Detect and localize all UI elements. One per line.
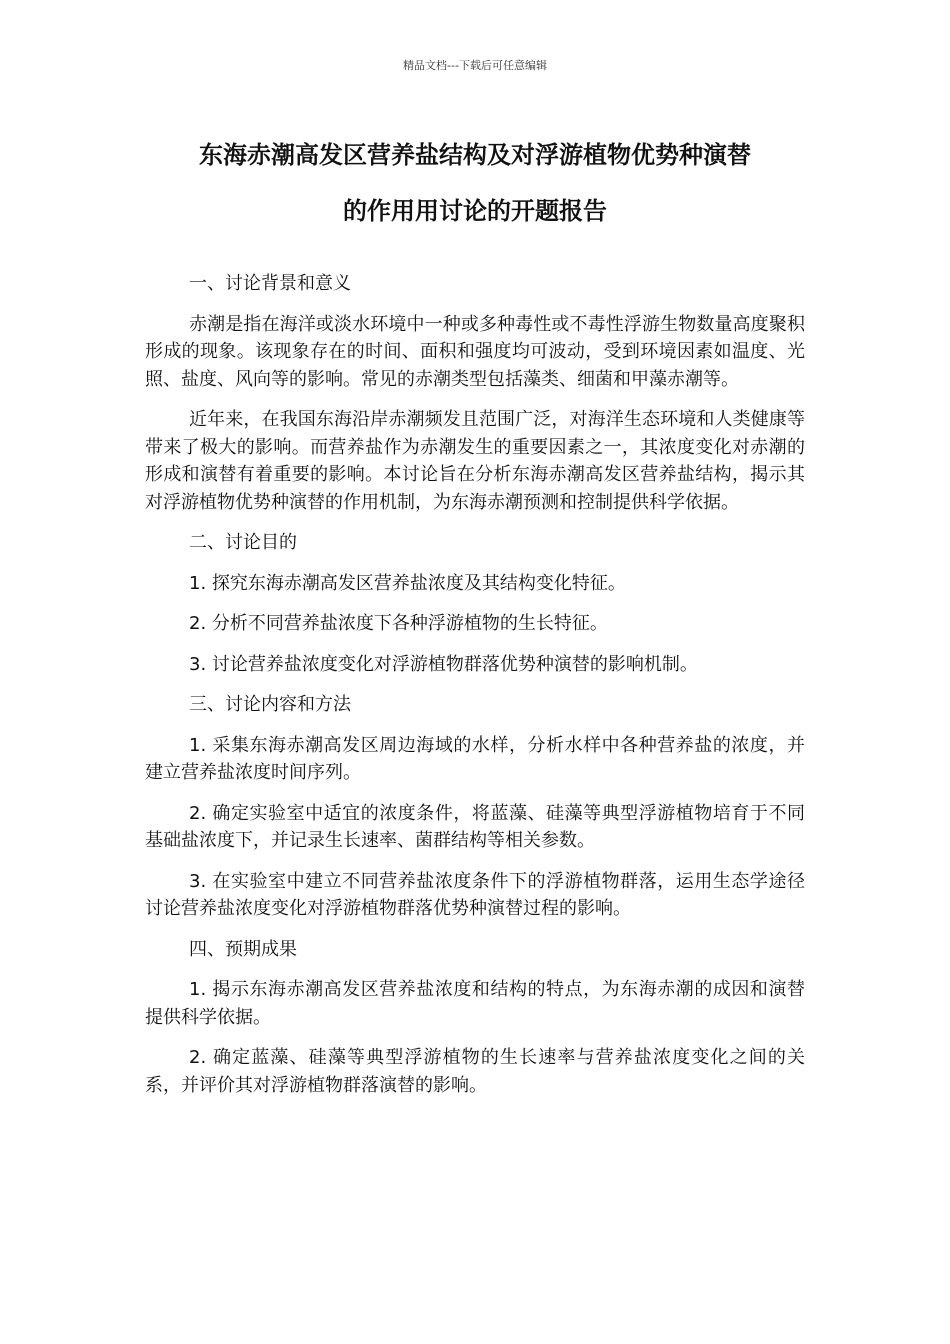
- method-item-3: 3. 在实验室中建立不同营养盐浓度条件下的浮游植物群落，运用生态学途径讨论营养盐浓度变化对浮游植物群落优势种演替过程的影响。: [145, 870, 805, 919]
- paragraph-red-tide-definition: 赤潮是指在海洋或淡水环境中一种或多种毒性或不毒性浮游生物数量高度聚积形成的现象。该现象存在的时间、面积和强度均可波动，受到环境因素如温度、光照、盐度、风向等的影响。常见的赤潮类型包括藻类、细菌和甲藻赤潮等。: [145, 313, 805, 390]
- section-heading-objectives: 二、讨论目的: [189, 532, 297, 553]
- section-heading-methods: 三、讨论内容和方法: [189, 694, 351, 715]
- method-item-1: 1. 采集东海赤潮高发区周边海域的水样，分析水样中各种营养盐的浓度，并建立营养盐浓度时间序列。: [145, 734, 805, 783]
- objective-item-1: 1. 探究东海赤潮高发区营养盐浓度及其结构变化特征。: [189, 572, 626, 594]
- objective-item-3: 3. 讨论营养盐浓度变化对浮游植物群落优势种演替的影响机制。: [189, 653, 698, 675]
- result-item-1: 1. 揭示东海赤潮高发区营养盐浓度和结构的特点，为东海赤潮的成因和演替提供科学依据。: [145, 979, 805, 1028]
- section-heading-expected-results: 四、预期成果: [189, 938, 297, 960]
- result-item-2: 2. 确定蓝藻、硅藻等典型浮游植物的生长速率与营养盐浓度变化之间的关系，并评价其对浮游植物群落演替的影响。: [145, 1047, 805, 1096]
- document-title-line-1: 东海赤潮高发区营养盐结构及对浮游植物优势种演替: [199, 141, 751, 169]
- document-body: [145, 270, 805, 1112]
- document-title-line-2: 的作用用讨论的开题报告: [343, 197, 607, 225]
- objective-item-2: 2. 分析不同营养盐浓度下各种浮游植物的生长特征。: [189, 613, 608, 634]
- paragraph-research-significance: 近年来，在我国东海沿岸赤潮频发且范围广泛，对海洋生态环境和人类健康等带来了极大的影响。而营养盐作为赤潮发生的重要因素之一，其浓度变化对赤潮的形成和演替有着重要的影响。本讨论旨在分析东海赤潮高发区营养盐结构，揭示其对浮游植物优势种演替的作用机制，为东海赤潮预测和控制提供科学依据。: [145, 409, 805, 513]
- header-note: 精品文档---下载后可任意编辑: [403, 59, 547, 72]
- section-heading-background: 一、讨论背景和意义: [189, 273, 351, 294]
- method-item-2: 2. 确定实验室中适宜的浓度条件，将蓝藻、硅藻等典型浮游植物培育于不同基础盐浓度下，并记录生长速率、菌群结构等相关参数。: [145, 802, 805, 851]
